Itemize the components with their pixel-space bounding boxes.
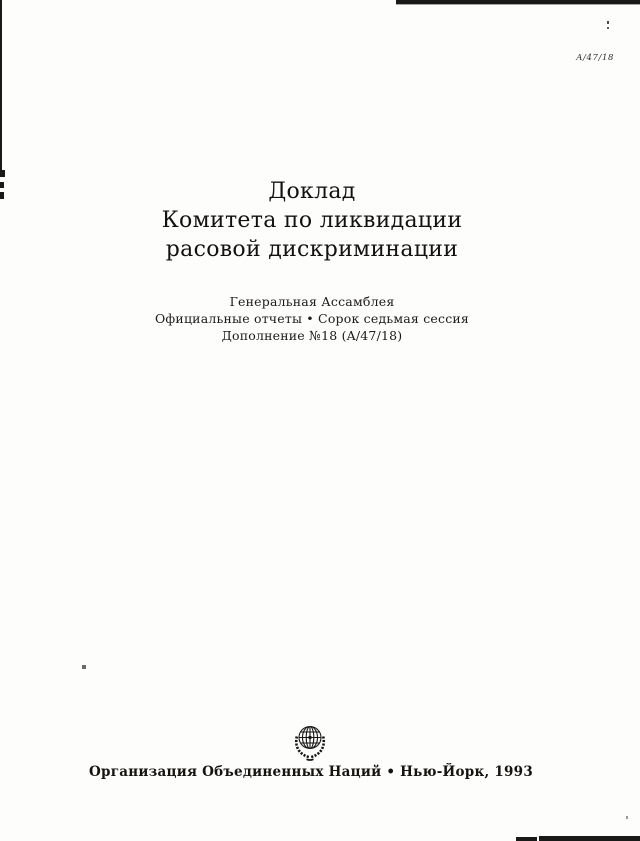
scan-artifact-speck	[626, 816, 628, 819]
subtitle-line: Генеральная Ассамблея	[229, 294, 395, 309]
scan-artifact-top-bar	[396, 0, 640, 4]
scan-artifact-blob	[0, 170, 5, 177]
un-emblem-icon	[290, 721, 330, 763]
scan-artifact-bottom-bar	[539, 836, 640, 841]
title-line: Комитета по ликвидации	[161, 208, 463, 233]
session-subtitle	[0, 293, 624, 344]
imprint-line: Организация Объединенных Наций • Нью-Йорк, 1993	[89, 764, 533, 780]
scan-artifact-left-line	[0, 0, 2, 176]
title-line: Доклад	[268, 179, 356, 204]
scan-artifact-speck	[607, 21, 609, 24]
scan-artifact-speck	[607, 27, 609, 29]
subtitle-line: Дополнение №18 (A/47/18)	[221, 328, 403, 343]
subtitle-line: Официальные отчеты • Сорок седьмая сессия	[154, 311, 470, 326]
scan-artifact-speck	[82, 665, 86, 669]
report-title	[0, 177, 624, 264]
title-line: расовой дискриминации	[165, 237, 459, 262]
document-symbol: A/47/18	[576, 53, 614, 63]
scan-artifact-bottom-bar	[516, 837, 537, 841]
